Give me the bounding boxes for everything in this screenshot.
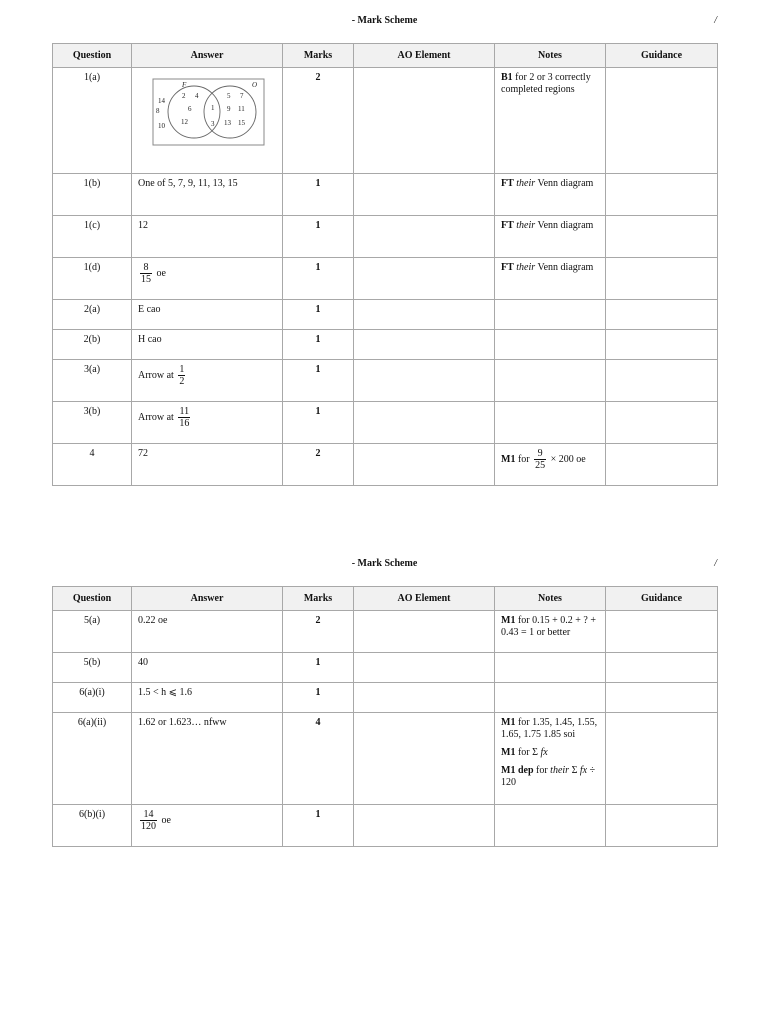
venn-label-f: F — [182, 81, 187, 89]
ao-element-cell — [354, 713, 495, 805]
guidance-cell — [606, 216, 718, 258]
col-notes: Notes — [495, 44, 606, 68]
mark-code: M1 dep — [501, 765, 534, 776]
guidance-cell — [606, 68, 718, 174]
question-cell: 1(d) — [53, 258, 132, 300]
answer-suffix: oe — [156, 267, 166, 279]
notes-cell — [495, 300, 606, 330]
note-text: Σ — [569, 765, 580, 776]
col-question: Question — [53, 587, 132, 611]
marks-cell: 2 — [283, 68, 354, 174]
marks-cell: 1 — [283, 653, 354, 683]
venn-value: 3 — [211, 120, 215, 128]
guidance-cell — [606, 174, 718, 216]
marks-cell: 1 — [283, 402, 354, 444]
answer-cell: One of 5, 7, 9, 11, 13, 15 — [132, 174, 283, 216]
table-row — [53, 216, 718, 258]
note-text: for 0.15 + 0.2 + ? + 0.43 = 1 or better — [501, 615, 596, 638]
table-row — [53, 174, 718, 216]
note-italic: their — [516, 220, 536, 231]
note-italic: their — [516, 262, 536, 273]
guidance-cell — [606, 683, 718, 713]
ao-element-cell — [354, 683, 495, 713]
table-row — [53, 713, 718, 805]
fraction-numerator: 9 — [534, 448, 546, 460]
guidance-cell — [606, 402, 718, 444]
notes-cell — [495, 330, 606, 360]
fraction-numerator: 8 — [140, 262, 152, 274]
guidance-cell — [606, 258, 718, 300]
note-text: Venn diagram — [535, 178, 594, 189]
page-header-1 — [52, 15, 717, 29]
note-italic: fx — [579, 765, 588, 776]
mark-code: M1 — [501, 747, 516, 758]
col-guidance: Guidance — [606, 587, 718, 611]
venn-value: 13 — [224, 119, 231, 127]
notes-cell — [495, 174, 606, 216]
marks-cell: 1 — [283, 258, 354, 300]
fraction — [178, 406, 190, 429]
notes-cell — [495, 444, 606, 486]
table-row — [53, 611, 718, 653]
notes-cell — [495, 805, 606, 847]
note-italic: fx — [540, 747, 548, 758]
note-italic: their — [516, 178, 536, 189]
guidance-cell — [606, 330, 718, 360]
fraction-denominator: 15 — [141, 274, 151, 285]
mark-code: FT — [501, 262, 514, 273]
table-header-row — [53, 44, 718, 68]
answer-prefix: Arrow at — [138, 411, 174, 423]
notes-cell — [495, 360, 606, 402]
guidance-cell — [606, 444, 718, 486]
answer-cell — [132, 68, 283, 174]
question-cell: 5(a) — [53, 611, 132, 653]
mark-code: M1 — [501, 453, 516, 465]
marks-cell: 1 — [283, 216, 354, 258]
answer-cell: H cao — [132, 330, 283, 360]
question-cell: 1(b) — [53, 174, 132, 216]
guidance-cell — [606, 713, 718, 805]
guidance-cell — [606, 611, 718, 653]
notes-cell — [495, 611, 606, 653]
note-text: for 1.35, 1.45, 1.55, 1.65, 1.75 1.85 soi — [501, 717, 598, 740]
table-row — [53, 683, 718, 713]
mark-code: FT — [501, 178, 514, 189]
question-cell: 4 — [53, 444, 132, 486]
ao-element-cell — [354, 444, 495, 486]
venn-value: 7 — [240, 92, 244, 100]
mark-code: B1 — [501, 72, 513, 83]
notes-cell — [495, 402, 606, 444]
notes-cell — [495, 258, 606, 300]
venn-label-o: O — [252, 81, 258, 89]
marks-cell: 2 — [283, 444, 354, 486]
question-cell: 3(b) — [53, 402, 132, 444]
note-text: for 2 or 3 correctly completed regions — [501, 72, 591, 95]
marks-cell: 2 — [283, 611, 354, 653]
venn-value: 12 — [181, 118, 188, 126]
fraction — [534, 448, 546, 471]
guidance-cell — [606, 300, 718, 330]
table-row — [53, 653, 718, 683]
answer-cell: E cao — [132, 300, 283, 330]
ao-element-cell — [354, 174, 495, 216]
venn-diagram — [152, 78, 266, 148]
venn-value: 9 — [227, 105, 231, 113]
page-marker: / — [714, 15, 717, 26]
marks-cell: 1 — [283, 805, 354, 847]
question-cell: 6(a)(ii) — [53, 713, 132, 805]
marks-cell: 1 — [283, 330, 354, 360]
fraction-denominator: 2 — [179, 376, 185, 387]
answer-cell — [132, 805, 283, 847]
marks-cell: 1 — [283, 360, 354, 402]
answer-cell: 1.5 < h ⩽ 1.6 — [132, 683, 283, 713]
note-text: for — [517, 453, 530, 465]
note-line — [501, 747, 599, 759]
ao-element-cell — [354, 68, 495, 174]
answer-prefix: Arrow at — [138, 369, 174, 381]
ao-element-cell — [354, 216, 495, 258]
note-text: × 200 oe — [550, 453, 586, 465]
col-ao-element: AO Element — [354, 44, 495, 68]
note-italic: their — [550, 765, 570, 776]
notes-cell — [495, 68, 606, 174]
fraction — [140, 809, 157, 832]
table-header-row — [53, 587, 718, 611]
note-text: for — [533, 765, 551, 776]
ao-element-cell — [354, 805, 495, 847]
answer-cell: 0.22 oe — [132, 611, 283, 653]
guidance-cell — [606, 805, 718, 847]
answer-cell: 12 — [132, 216, 283, 258]
notes-cell — [495, 216, 606, 258]
venn-value: 4 — [195, 92, 199, 100]
question-cell: 6(b)(i) — [53, 805, 132, 847]
table-row — [53, 360, 718, 402]
marks-cell: 1 — [283, 300, 354, 330]
fraction-denominator: 120 — [141, 821, 156, 832]
venn-value: 10 — [158, 122, 165, 130]
question-cell: 3(a) — [53, 360, 132, 402]
question-cell: 5(b) — [53, 653, 132, 683]
question-cell: 6(a)(i) — [53, 683, 132, 713]
venn-frame — [153, 79, 264, 145]
note-text: Venn diagram — [535, 262, 594, 273]
ao-element-cell — [354, 258, 495, 300]
page-header-2 — [52, 558, 717, 572]
venn-value: 6 — [188, 105, 192, 113]
mark-scheme-table-2 — [52, 586, 718, 847]
fraction-denominator: 25 — [535, 460, 546, 471]
ao-element-cell — [354, 300, 495, 330]
table-row — [53, 68, 718, 174]
note-line — [501, 765, 599, 789]
notes-cell — [495, 713, 606, 805]
marks-cell: 1 — [283, 174, 354, 216]
notes-cell — [495, 653, 606, 683]
marks-cell: 4 — [283, 713, 354, 805]
venn-circle-f — [168, 86, 220, 138]
answer-cell — [132, 402, 283, 444]
note-text: for Σ — [515, 747, 541, 758]
venn-value: 1 — [211, 104, 215, 112]
page-marker: / — [714, 558, 717, 569]
note-line — [501, 717, 599, 741]
ao-element-cell — [354, 360, 495, 402]
fraction-denominator: 16 — [179, 418, 190, 429]
mark-scheme-table-1 — [52, 43, 718, 486]
table-row — [53, 805, 718, 847]
mark-code: M1 — [501, 615, 516, 626]
note-text: ÷ 120 — [501, 765, 596, 788]
venn-value: 14 — [158, 97, 165, 105]
ao-element-cell — [354, 611, 495, 653]
page-title: - Mark Scheme — [351, 558, 418, 569]
col-notes: Notes — [495, 587, 606, 611]
col-marks: Marks — [283, 44, 354, 68]
question-cell: 2(a) — [53, 300, 132, 330]
col-ao-element: AO Element — [354, 587, 495, 611]
page-title: - Mark Scheme — [351, 15, 418, 26]
ao-element-cell — [354, 330, 495, 360]
fraction-numerator: 11 — [179, 406, 190, 417]
marks-cell: 1 — [283, 683, 354, 713]
col-guidance: Guidance — [606, 44, 718, 68]
venn-value: 11 — [238, 105, 245, 113]
mark-code: FT — [501, 220, 514, 231]
note-text: Venn diagram — [535, 220, 594, 231]
table-row — [53, 444, 718, 486]
col-question: Question — [53, 44, 132, 68]
fraction-numerator: 14 — [140, 809, 157, 821]
question-cell: 1(c) — [53, 216, 132, 258]
question-cell: 1(a) — [53, 68, 132, 174]
table-row — [53, 402, 718, 444]
guidance-cell — [606, 360, 718, 402]
table-row — [53, 330, 718, 360]
notes-cell — [495, 683, 606, 713]
answer-cell: 72 — [132, 444, 283, 486]
mark-code: M1 — [501, 717, 516, 728]
col-marks: Marks — [283, 587, 354, 611]
fraction — [140, 262, 152, 285]
answer-suffix: oe — [161, 814, 171, 826]
venn-value: 8 — [156, 107, 160, 115]
answer-cell: 1.62 or 1.623… nfww — [132, 713, 283, 805]
table-row — [53, 300, 718, 330]
answer-cell — [132, 258, 283, 300]
fraction-numerator: 1 — [179, 364, 185, 375]
answer-cell: 40 — [132, 653, 283, 683]
question-cell: 2(b) — [53, 330, 132, 360]
venn-value: 2 — [182, 92, 186, 100]
fraction — [178, 364, 185, 387]
ao-element-cell — [354, 402, 495, 444]
venn-value: 15 — [238, 119, 245, 127]
venn-value: 5 — [227, 92, 231, 100]
answer-cell — [132, 360, 283, 402]
guidance-cell — [606, 653, 718, 683]
ao-element-cell — [354, 653, 495, 683]
table-row — [53, 258, 718, 300]
col-answer: Answer — [132, 44, 283, 68]
col-answer: Answer — [132, 587, 283, 611]
